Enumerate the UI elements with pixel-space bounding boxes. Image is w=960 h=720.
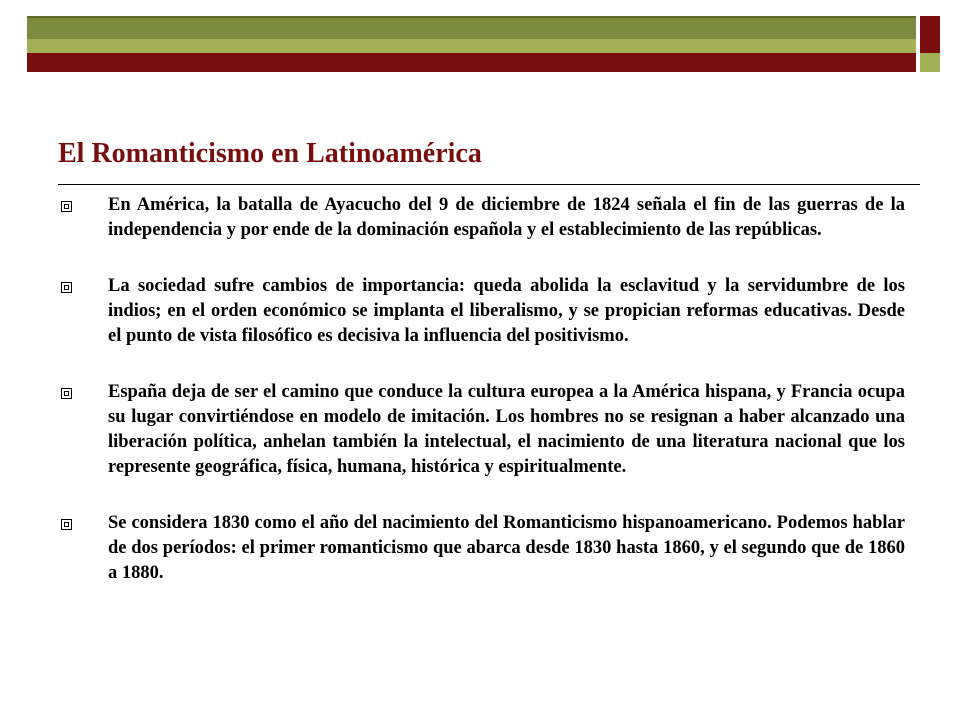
bullet-item <box>58 193 905 243</box>
bullet-list <box>58 193 905 617</box>
hollow-square-bullet-icon <box>61 519 72 530</box>
bullet-text: España deja de ser el camino que conduce la cultura europea a la América hispana, y Francia ocupa su lugar convirtiéndose en modelo de imitación. Los hombres no se resignan a haber alcanzado una liberación política, anhelan también la intelectual, el nacimiento de una literatura nacional que los represente geográfica, física, humana, histórica y espiritualmente. <box>108 382 905 477</box>
bullet-item <box>58 274 905 349</box>
header-bar-maroon-band <box>27 53 916 72</box>
hollow-square-bullet-icon <box>61 282 72 293</box>
bullet-text: En América, la batalla de Ayacucho del 9 de diciembre de 1824 señala el fin de las guerras de la independencia y por ende de la dominación española y el establecimiento de las repúblicas. <box>108 195 905 240</box>
slide-title: El Romanticismo en Latinoamérica <box>58 138 482 169</box>
header-corner-square-maroon <box>920 16 940 53</box>
header-bar-light-olive-band <box>27 39 916 53</box>
title-divider <box>58 184 920 185</box>
bullet-item <box>58 511 905 586</box>
header-decorative-bar <box>27 16 940 72</box>
header-bar-olive-band <box>27 16 916 39</box>
bullet-text: La sociedad sufre cambios de importancia: queda abolida la esclavitud y la servidumbre de los indios; en el orden económico se implanta el liberalismo, y se propician reformas educativas. Desde el punto de vista filosófico es decisiva la influencia del positivismo. <box>108 276 905 346</box>
hollow-square-bullet-icon <box>61 201 72 212</box>
bullet-item <box>58 380 905 480</box>
header-corner-square-olive <box>920 53 940 72</box>
hollow-square-bullet-icon <box>61 388 72 399</box>
bullet-text: Se considera 1830 como el año del nacimiento del Romanticismo hispanoamericano. Podemos hablar de dos períodos: el primer romanticismo que abarca desde 1830 hasta 1860, y el segundo que de 1860 a 1880. <box>108 513 905 583</box>
